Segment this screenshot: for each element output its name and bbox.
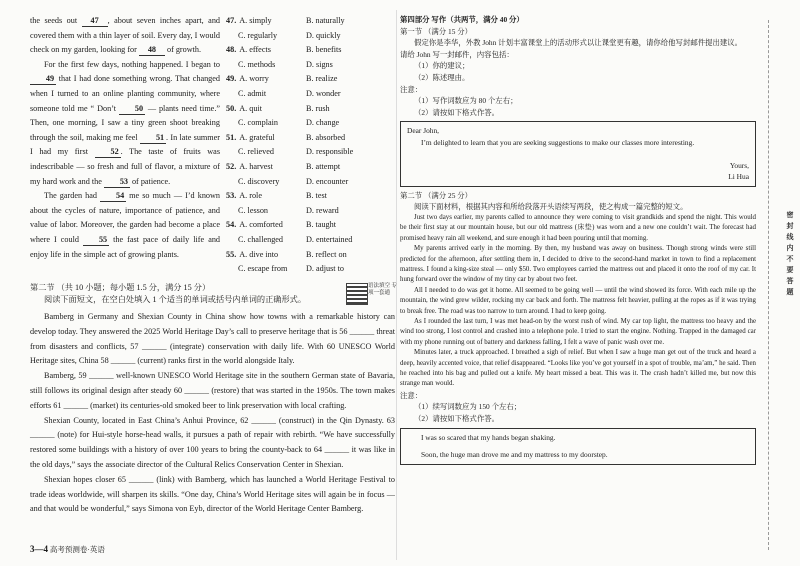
binding-line — [768, 20, 769, 550]
part4-s2-title: 第二节 （满分 25 分） — [400, 190, 473, 200]
blank-50[interactable]: 50 — [119, 103, 145, 115]
option-b[interactable]: B. taught — [306, 220, 337, 230]
continuation-start-2: Soon, the huge man drove me and my mattress to my doorstep. — [421, 450, 608, 460]
section2-header — [30, 282, 345, 306]
option-row — [226, 204, 401, 219]
option-a[interactable]: 54. A. comforted — [226, 220, 283, 230]
option-c[interactable]: C. regularly — [238, 30, 278, 40]
option-row — [226, 29, 401, 44]
option-row — [226, 218, 401, 233]
option-c[interactable]: C. admit — [238, 88, 267, 98]
part4-s2-instr: 阅读下面材料，根据其内容和所给段落开头语续写两段，使之构成一篇完整的短文。 — [414, 202, 688, 212]
option-a[interactable]: 49. A. worry — [226, 74, 269, 84]
option-row — [226, 248, 401, 263]
option-a[interactable]: 47. A. simply — [226, 16, 272, 25]
binding-warning: 密 封 线 内 不 要 答 题 — [786, 211, 794, 296]
letter-box[interactable] — [400, 121, 756, 186]
page-number: 3—4 — [30, 544, 48, 554]
grammar-paragraph-3: Shexian County, located in East China’s Anhui Province, 62 ______ (construct) in the Qin Dynasty. 63 ______ (note) for Hui-style horse-head walls, it pursues a path of repair with rebirth. “We have successfully restored some buildings with a history of over 100 years to bring the county-back to 64 ______ it was like in the old days,” says the associate director of the Cultural Relics Conservation Center in Shexian. — [30, 415, 395, 469]
option-row — [226, 116, 401, 131]
grammar-paragraph-2: Bamberg, 59 ______ well-known UNESCO World Heritage site in the southern German state of Bavaria, still follows its original design after steady 60 ______ (restore) that was started in the 1950s. The town makes efforts 61 ______ (market) its centuries-old smoked beer to link preservation with local crafting. — [30, 371, 395, 410]
option-b[interactable]: B. realize — [306, 74, 338, 84]
option-d[interactable]: D. change — [306, 118, 340, 128]
option-d[interactable]: D. entertained — [306, 234, 353, 244]
part4-s1-text: 假定你是李华，外教 John 计划丰富课堂上的活动形式以让课堂更有趣，请你给他写封邮件提出建议。 — [414, 38, 743, 48]
option-c[interactable]: C. discovery — [238, 176, 280, 186]
option-b[interactable]: B. naturally — [306, 16, 345, 25]
option-row — [226, 43, 401, 58]
option-d[interactable]: D. responsible — [306, 147, 354, 157]
letter-signature: Li Hua — [728, 172, 749, 182]
option-row — [226, 233, 401, 248]
story-paragraph-5: Minutes later, a truck approached. I breathed a sigh of relief. But when I saw a huge man get out of the truck and heard a deep, heavily accented voice, that relief disappeared. “Looks like you’ve got yourself in a spot of trouble, ma’am,” he said. Then he reached into his bag and pulled out a knife. My heart missed a beat. This was it. The crash hadn’t killed me, but now this strange man would. — [400, 349, 756, 388]
option-a[interactable]: 50. A. quit — [226, 103, 262, 113]
option-a[interactable]: 48. A. effects — [226, 45, 271, 55]
option-row — [226, 102, 401, 117]
grammar-paragraph-1: Bamberg in Germany and Shexian County in China show how towns with a remarkable history can develop today. They answered the 2025 World Heritage Day’s call to preserve heritage that is 56 ______ threat from disasters and conflicts, 57 ______ (integrate) conservation with daily life. With 60 UNESCO World Heritage sites, China 58 ______ (current) ranks first in the world alongside Italy. — [30, 312, 395, 366]
option-c[interactable]: C. challenged — [238, 234, 284, 244]
part4-m1: （1）续写词数应为 150 个左右； — [414, 402, 522, 412]
option-d[interactable]: D. encounter — [306, 176, 349, 186]
cloze-passage — [30, 14, 220, 262]
story-paragraph-3: All I needed to do was get it home. All seemed to be going well — until the wind showed its force. With each mile up the mountain, the wind grew wilder, rocking my car back and forth. The mattress felt heavier, pulling at the ropes as if it was trying to break free. The road was too narrow to turn around. I had to keep going. — [400, 286, 756, 315]
option-row — [226, 262, 401, 277]
option-b[interactable]: B. absorbed — [306, 132, 346, 142]
blank-48[interactable]: 48 — [139, 44, 165, 56]
part4-s1-req: 请给 John 写一封邮件，内容包括： — [400, 49, 514, 59]
blank-53[interactable]: 53 — [104, 176, 130, 188]
option-d[interactable]: D. quickly — [306, 30, 341, 40]
option-d[interactable]: D. wonder — [306, 88, 341, 98]
option-row — [226, 58, 401, 73]
section2-instructions: 阅读下面短文，在空白处填入 1 个适当的单词或括号内单词的正确形式。 — [44, 295, 307, 304]
option-row — [226, 72, 401, 87]
part4-m2: （2）请按如下格式作答。 — [414, 414, 499, 423]
option-b[interactable]: B. reflect on — [306, 249, 347, 259]
blank-47[interactable]: 47 — [82, 15, 108, 27]
passage-paragraph-3: The garden had 54 me so much — I’d known about the cycles of nature, importance of patience, and value of labor. Moreover, the garden had become a place where I could 55 the fast pace of daily life and enjoy life in the simple act of growing plants. — [30, 191, 221, 259]
option-b[interactable]: B. attempt — [306, 161, 341, 171]
story-text — [400, 213, 756, 390]
blank-52[interactable]: 52 — [95, 146, 121, 158]
option-d[interactable]: D. reward — [306, 205, 339, 215]
option-d[interactable]: D. signs — [306, 59, 333, 69]
story-paragraph-4: As I rounded the last turn, I was met head-on by the worst rush of wind. My car top light, the mattress too heavy and the wind too strong, I lost control and crashed into a telephone pole. I tried to start the engine. Nothing. Trapped in the damaged car with my phone running out of battery and darkness falling, I felt a wave of panic wash over me. — [400, 317, 756, 346]
option-row — [226, 160, 401, 175]
part4-s1-title: 第一节 （满分 15 分） — [400, 26, 473, 36]
option-c[interactable]: C. lesson — [238, 205, 269, 215]
option-c[interactable]: C. relieved — [238, 147, 274, 157]
option-a[interactable]: 55. A. dive into — [226, 249, 279, 259]
option-a[interactable]: 51. A. grateful — [226, 132, 275, 142]
section2-title: 第二节 （共 10 小题；每小题 1.5 分，满分 15 分） — [30, 283, 211, 292]
blank-51[interactable]: 51 — [140, 132, 166, 144]
qr-code-icon — [346, 283, 368, 305]
option-b[interactable]: B. test — [306, 191, 327, 201]
blank-55[interactable]: 55 — [83, 234, 109, 246]
option-row — [226, 14, 401, 29]
option-row — [226, 87, 401, 102]
part4-note: 注意： — [400, 84, 423, 94]
option-a[interactable]: 52. A. harvest — [226, 161, 273, 171]
part4-title: 第四部分 写作（共两节，满分 40 分） — [400, 15, 524, 24]
part4-n1: （1）写作词数应为 80 个左右； — [414, 96, 518, 106]
grammar-fill-passage — [30, 310, 395, 517]
continuation-start-1: I was so scared that my hands began shaking. — [421, 432, 556, 442]
part4-note2: 注意： — [400, 390, 423, 400]
option-row — [226, 145, 401, 160]
letter-greeting: Dear John, — [407, 126, 440, 136]
part4-s1-r2: （2）陈述理由。 — [414, 72, 470, 82]
writing-section — [400, 14, 756, 468]
part4-s1-r1: （1）你的建议； — [414, 61, 470, 71]
option-row — [226, 175, 401, 190]
story-paragraph-1: Just two days earlier, my parents called to announce they were coming to visit grandkids and spend the night. This would be their first stay at our mountain house, but our old mattress (床垫) was worn and a new one couldn’t wait. The forecast had promised heavy rain all weekend, and sure enough it had been pouring until that morning. — [400, 213, 756, 242]
grammar-paragraph-4: Shexian hopes closer 65 ______ (link) with Bamberg, which has launched a World Heritage Festival to trade ideas worldwide, will sharpen its skills. “One day, China’s World Heritage sites will again be in focus — and that would be wonderful,” says Simona von Eyb, director of the World Heritage Center Bamberg. — [30, 474, 395, 514]
continuation-box[interactable] — [400, 428, 756, 465]
blank-54[interactable]: 54 — [100, 190, 126, 202]
option-row — [226, 131, 401, 146]
option-row — [226, 189, 401, 204]
passage-paragraph-2: For the first few days, nothing happened. I began to 49 that I had done something wrong. That changed when I turned to an online planting community, where someone told me “ Don’t 50 — plants need time.” Then, one morning, I saw a tiny green shoot breaking through the soil, making me feel 51 . In late summer I had my first 52 . The taste of fruits was indescribable — so fresh and full of flavor, a mixture of my hard work and the 53 of patience. — [30, 59, 221, 186]
option-b[interactable]: B. benefits — [306, 45, 342, 55]
passage-paragraph-1: the seeds out 47 , about seven inches apart, and covered them with a thin layer of soil. Every day, I would check on my garden, looking for 48 of growth. — [30, 16, 221, 55]
story-paragraph-2: My parents arrived early in the morning. By then, my husband was away on business. Though strong winds were still predicted for the afternoon, after settling them in, I decided to drive to the second-hand market in town to find a replacement mattress. I found a king-size steal — only $50. Two employees carried the mattress out and placed it onto the roof of my car. It hung forward over the window of my tiny car by about two feet. — [400, 245, 756, 284]
page-footer — [30, 544, 105, 555]
footer-label: 高考预测卷·英语 — [49, 545, 105, 554]
letter-body: I’m delighted to learn that you are seeking suggestions to make our classes more interesting. — [421, 137, 695, 147]
option-c[interactable]: C. methods — [238, 59, 276, 69]
option-b[interactable]: B. rush — [306, 103, 330, 113]
option-d[interactable]: D. adjust to — [306, 264, 344, 274]
letter-closing: Yours, — [729, 160, 749, 170]
option-c[interactable]: C. complain — [238, 118, 279, 128]
qr-caption: 语法填空 专项一套通 — [368, 283, 397, 296]
part4-n2: （2）请按如下格式作答。 — [414, 107, 499, 117]
answer-options — [226, 14, 401, 277]
blank-49[interactable]: 49 — [30, 73, 56, 85]
option-c[interactable]: C. escape from — [238, 264, 288, 274]
option-a[interactable]: 53. A. role — [226, 191, 262, 201]
